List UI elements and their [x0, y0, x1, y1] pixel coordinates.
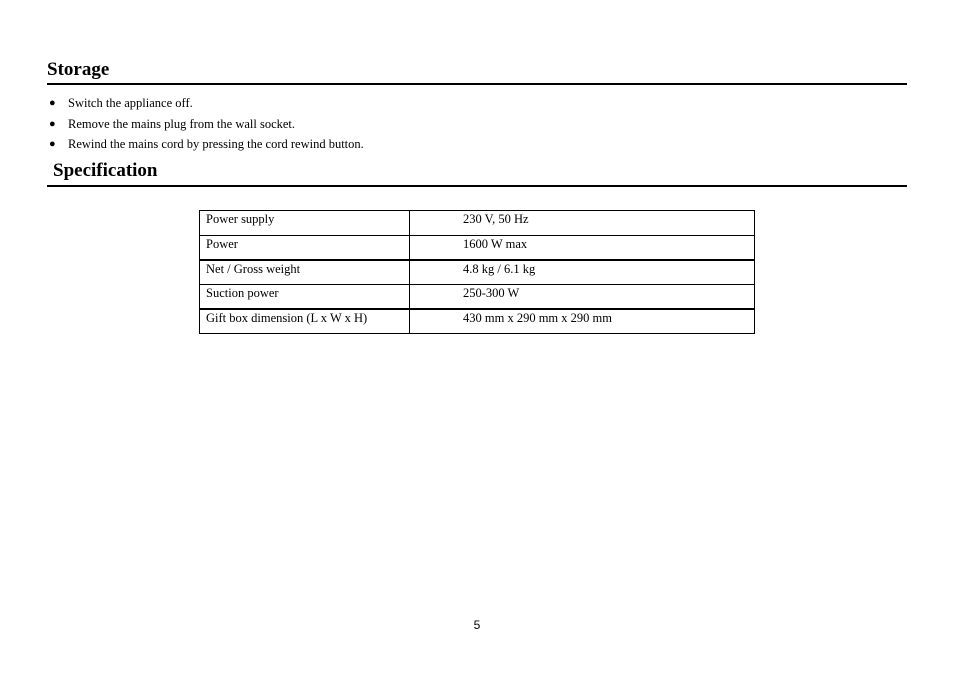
specification-table — [199, 210, 755, 334]
spec-value: 250-300 W — [410, 284, 755, 309]
list-item — [48, 116, 364, 137]
spec-value: 230 V, 50 Hz — [410, 211, 755, 236]
spec-value: 4.8 kg / 6.1 kg — [410, 260, 755, 285]
spec-label: Power supply — [200, 211, 410, 236]
bullet-icon: ● — [49, 97, 56, 109]
list-item-text: Rewind the mains cord by pressing the cord rewind button. — [68, 137, 364, 151]
spec-label: Power — [200, 235, 410, 260]
spec-value: 1600 W max — [410, 235, 755, 260]
list-item-text: Remove the mains plug from the wall socket. — [68, 116, 296, 131]
spec-label: Suction power — [200, 284, 410, 309]
page-number: 5 — [473, 618, 481, 632]
table-row — [200, 284, 755, 309]
specification-heading: Specification — [47, 160, 907, 187]
list-item — [48, 95, 364, 116]
storage-bullet-list — [48, 95, 364, 157]
list-item — [48, 136, 364, 157]
spec-label: Net / Gross weight — [200, 260, 410, 285]
table-row — [200, 235, 755, 260]
table-row — [200, 211, 755, 236]
list-item-text: Switch the appliance off. — [68, 96, 193, 110]
spec-label: Gift box dimension (L x W x H) — [200, 309, 410, 334]
spec-value: 430 mm x 290 mm x 290 mm — [410, 309, 755, 334]
storage-heading: Storage — [47, 59, 907, 85]
bullet-icon: ● — [49, 117, 56, 130]
table-row — [200, 260, 755, 285]
table-row — [200, 309, 755, 334]
bullet-icon: ● — [49, 138, 56, 150]
